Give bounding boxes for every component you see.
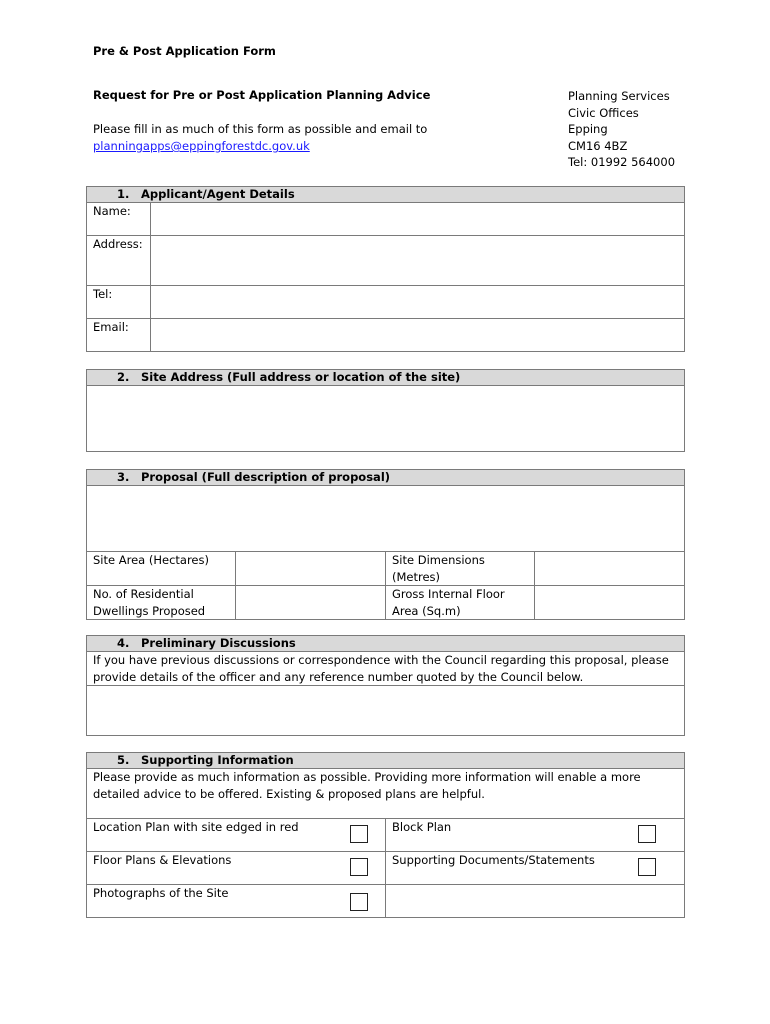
form-title: Pre & Post Application Form — [93, 44, 276, 58]
address-line: CM16 4BZ — [568, 138, 628, 153]
block-plan-label: Block Plan — [392, 820, 452, 834]
photographs-label: Photographs of the Site — [93, 886, 229, 900]
section-supporting-information — [86, 752, 685, 918]
floor-plans-label: Floor Plans & Elevations — [93, 853, 232, 867]
floor-plans-checkbox[interactable] — [350, 858, 368, 876]
supporting-docs-label: Supporting Documents/Statements — [392, 853, 595, 867]
floor-plans-item — [87, 852, 386, 885]
location-plan-checkbox[interactable] — [350, 825, 368, 843]
address-field[interactable] — [151, 236, 685, 286]
email-label: Email: — [87, 319, 151, 352]
site-address-field[interactable] — [87, 386, 685, 452]
instruction-line: Please fill in as much of this form as possible and email to — [93, 122, 428, 136]
request-title: Request for Pre or Post Application Planning Advice — [93, 88, 431, 102]
discussions-field[interactable] — [87, 686, 685, 736]
gross-floor-area-label: Gross Internal Floor Area (Sq.m) — [386, 586, 535, 620]
tel-label: Tel: — [87, 286, 151, 319]
instruction-text — [93, 121, 427, 155]
section-header: 1. Applicant/Agent Details — [87, 187, 685, 203]
site-dimensions-label: Site Dimensions (Metres) — [386, 552, 535, 586]
name-label: Name: — [87, 203, 151, 236]
supporting-description: Please provide as much information as possible. Providing more information will enable a more detailed advice to be offered. Existing & proposed plans are helpful. — [87, 769, 685, 819]
section-applicant — [86, 186, 685, 352]
location-plan-label: Location Plan with site edged in red — [93, 820, 299, 834]
supporting-docs-checkbox[interactable] — [638, 858, 656, 876]
address-line: Civic Offices — [568, 105, 639, 120]
site-area-field[interactable] — [236, 552, 386, 586]
site-area-label: Site Area (Hectares) — [87, 552, 236, 586]
block-plan-item — [386, 819, 685, 852]
residential-dwellings-label: No. of Residential Dwellings Proposed — [87, 586, 236, 620]
proposal-description-field[interactable] — [87, 486, 685, 552]
address-line: Epping — [568, 122, 608, 136]
address-line: Tel: 01992 564000 — [568, 155, 676, 169]
name-field[interactable] — [151, 203, 685, 236]
discussions-description: If you have previous discussions or correspondence with the Council regarding this proposal, please provide details of the officer and any reference number quoted by the Council below. — [87, 652, 685, 686]
photographs-item — [87, 885, 386, 918]
address-line: Planning Services — [568, 89, 670, 103]
address-block — [568, 88, 675, 171]
email-link[interactable]: planningapps@eppingforestdc.gov.uk — [93, 139, 310, 153]
section-header: 3. Proposal (Full description of proposal) — [87, 470, 685, 486]
section-header: 2. Site Address (Full address or location of the site) — [87, 370, 685, 386]
empty-cell — [386, 885, 685, 918]
location-plan-item — [87, 819, 386, 852]
section-header: 5. Supporting Information — [87, 753, 685, 769]
gross-floor-area-field[interactable] — [535, 586, 685, 620]
block-plan-checkbox[interactable] — [638, 825, 656, 843]
residential-dwellings-field[interactable] — [236, 586, 386, 620]
supporting-docs-item — [386, 852, 685, 885]
site-dimensions-field[interactable] — [535, 552, 685, 586]
photographs-checkbox[interactable] — [350, 893, 368, 911]
section-preliminary-discussions — [86, 635, 685, 736]
tel-field[interactable] — [151, 286, 685, 319]
section-site-address — [86, 369, 685, 452]
section-proposal — [86, 469, 685, 620]
section-header: 4. Preliminary Discussions — [87, 636, 685, 652]
email-field[interactable] — [151, 319, 685, 352]
address-label: Address: — [87, 236, 151, 286]
